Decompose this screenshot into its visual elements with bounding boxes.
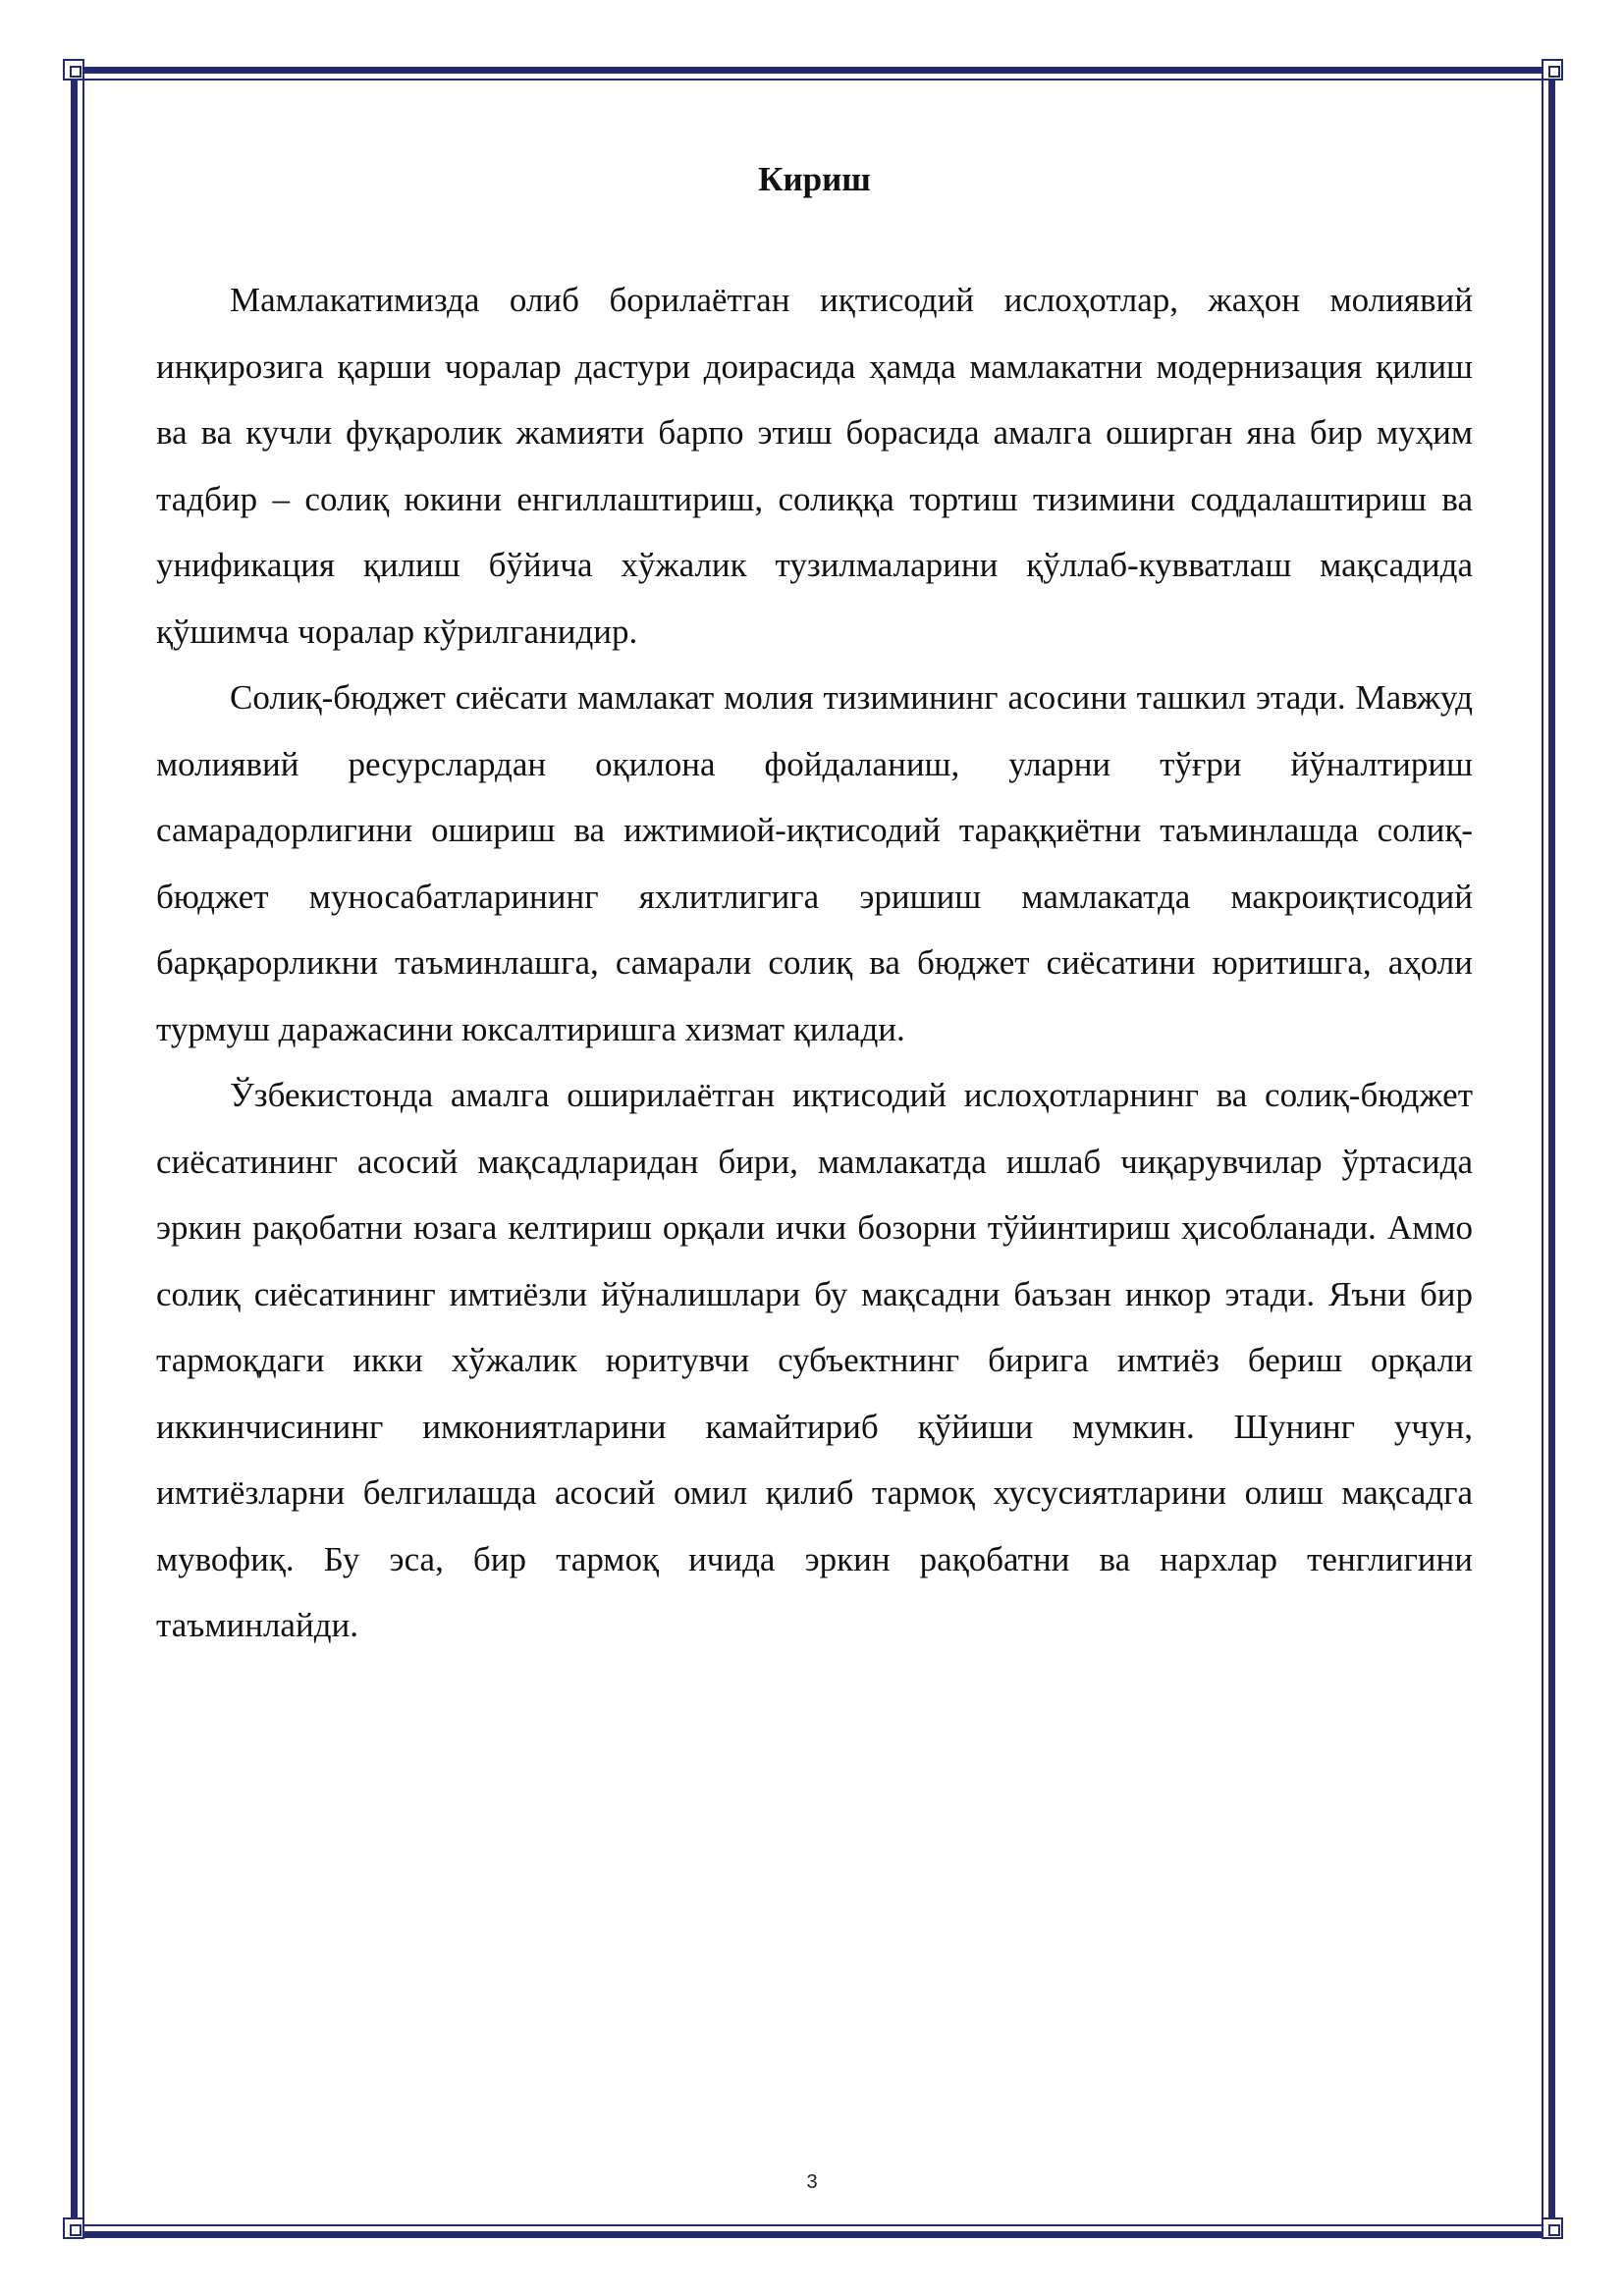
body-paragraph: Солиқ-бюджет сиёсати мамлакат молия тизимининг асосини ташкил этади. Мавжуд молиявий ресурслардан оқилона фойдаланиш, уларни тўғри йўналтириш самарадорлигини ошириш ва ижтимиой-иқтисодий тараққиётни таъминлашда солиқ-бюджет муносабатларининг яхлитлигига эришиш мамлакатда макроиқтисодий барқарорликни таъминлашга, самарали солиқ ва бюджет сиёсатини юритишга, аҳоли турмуш даражасини юксалтиришга хизмат қилади.: [156, 678, 1473, 1048]
border-corner-ornament: [1542, 59, 1563, 80]
page-number: 3: [806, 2171, 818, 2193]
page-content: [156, 147, 1473, 1659]
border-corner-ornament: [63, 59, 84, 80]
body-paragraph: Ўзбекистонда амалга оширилаётган иқтисодий ислоҳотларнинг ва солиқ-бюджет сиёсатининг асосий мақсадларидан бири, мамлакатда ишлаб чиқарувчилар ўртасида эркин рақобатни юзага келтириш орқали ички бозорни тўйинтириш ҳисобланади. Аммо солиқ сиёсатининг имтиёзли йўналишлари бу мақсадни баъзан инкор этади. Яъни бир тармоқдаги икки хўжалик юритувчи субъектнинг бирига имтиёз бериш орқали иккинчисининг имкониятларини камайтириб қўйиши мумкин. Шунинг учун, имтиёзларни белгилашда асосий омил қилиб тармоқ хусусиятларини олиш мақсадга мувофиқ. Бу эса, бир тармоқ ичида эркин рақобатни ва нархлар тенглигини таъминлайди.: [156, 1076, 1473, 1644]
page-heading: Кириш: [758, 160, 871, 198]
border-corner-ornament: [63, 2217, 84, 2239]
body-paragraph: Мамлакатимизда олиб борилаётган иқтисодий ислоҳотлар, жаҳон молиявий инқирозига қарши чоралар дастури доирасида ҳамда мамлакатни модернизация қилиш ва ва кучли фуқаролик жамияти барпо этиш борасида амалга оширган яна бир муҳим тадбир – солиқ юкини енгиллаштириш, солиққа тортиш тизимини соддалаштириш ва унификация қилиш бўйича хўжалик тузилмаларини қўллаб-кувватлаш мақсадида қўшимча чоралар кўрилганидир.: [156, 281, 1473, 651]
border-corner-ornament: [1542, 2217, 1563, 2239]
